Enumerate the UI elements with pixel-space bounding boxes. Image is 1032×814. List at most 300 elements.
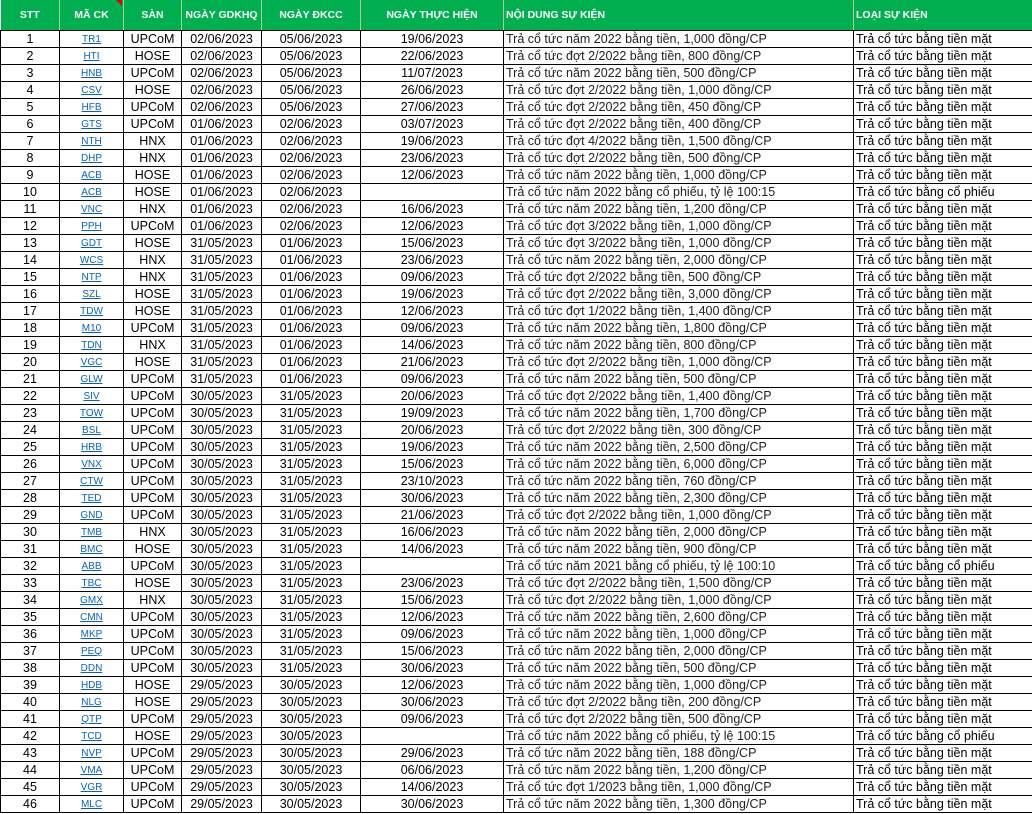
ticker-cell[interactable] [60, 116, 124, 133]
record-date-cell[interactable]: 31/05/2023 [262, 422, 361, 439]
table-row[interactable] [1, 779, 1032, 796]
exchange-cell[interactable]: HNX [124, 592, 182, 609]
ex-date-cell[interactable]: 31/05/2023 [182, 320, 262, 337]
payment-date-cell[interactable]: 19/06/2023 [361, 133, 504, 150]
event-type-cell[interactable]: Trả cổ tức bằng cổ phiếu [854, 184, 1032, 201]
ticker-link[interactable]: MKP [80, 629, 103, 640]
table-row[interactable] [1, 558, 1032, 575]
event-content-cell[interactable]: Trả cổ tức năm 2022 bằng tiền, 900 đồng/CP [504, 541, 854, 558]
record-date-cell[interactable]: 31/05/2023 [262, 558, 361, 575]
table-row[interactable] [1, 575, 1032, 592]
exchange-cell[interactable]: UPCoM [124, 388, 182, 405]
table-row[interactable] [1, 252, 1032, 269]
event-type-cell[interactable]: Trả cổ tức bằng tiền mặt [854, 82, 1032, 99]
ticker-cell[interactable] [60, 779, 124, 796]
table-row[interactable] [1, 439, 1032, 456]
payment-date-cell[interactable]: 16/06/2023 [361, 201, 504, 218]
event-content-cell[interactable]: Trả cổ tức đợt 2/2022 bằng tiền, 800 đồng/CP [504, 48, 854, 65]
exchange-cell[interactable]: UPCoM [124, 626, 182, 643]
table-row[interactable] [1, 388, 1032, 405]
exchange-cell[interactable]: UPCoM [124, 643, 182, 660]
exchange-cell[interactable]: HOSE [124, 286, 182, 303]
event-type-cell[interactable]: Trả cổ tức bằng tiền mặt [854, 48, 1032, 65]
record-date-cell[interactable]: 01/06/2023 [262, 252, 361, 269]
event-type-cell[interactable]: Trả cổ tức bằng tiền mặt [854, 303, 1032, 320]
exchange-cell[interactable]: HNX [124, 133, 182, 150]
ticker-cell[interactable] [60, 388, 124, 405]
ex-date-cell[interactable]: 29/05/2023 [182, 694, 262, 711]
ex-date-cell[interactable]: 30/05/2023 [182, 643, 262, 660]
event-type-cell[interactable]: Trả cổ tức bằng tiền mặt [854, 626, 1032, 643]
exchange-cell[interactable]: UPCoM [124, 779, 182, 796]
event-content-cell[interactable]: Trả cổ tức năm 2022 bằng tiền, 188 đồng/CP [504, 745, 854, 762]
ex-date-cell[interactable]: 29/05/2023 [182, 762, 262, 779]
ex-date-cell[interactable]: 01/06/2023 [182, 201, 262, 218]
header-exchange[interactable]: SÀN [124, 0, 182, 31]
ticker-cell[interactable] [60, 456, 124, 473]
stt-cell[interactable]: 20 [1, 354, 60, 371]
stt-cell[interactable]: 17 [1, 303, 60, 320]
table-row[interactable] [1, 694, 1032, 711]
event-content-cell[interactable]: Trả cổ tức đợt 2/2022 bằng tiền, 400 đồng/CP [504, 116, 854, 133]
table-row[interactable] [1, 456, 1032, 473]
stt-cell[interactable]: 32 [1, 558, 60, 575]
event-content-cell[interactable]: Trả cổ tức năm 2022 bằng tiền, 1,000 đồng/CP [504, 167, 854, 184]
ticker-link[interactable]: CTW [80, 476, 103, 487]
event-type-cell[interactable]: Trả cổ tức bằng tiền mặt [854, 99, 1032, 116]
exchange-cell[interactable]: HOSE [124, 694, 182, 711]
exchange-cell[interactable]: HNX [124, 524, 182, 541]
stt-cell[interactable]: 43 [1, 745, 60, 762]
event-content-cell[interactable]: Trả cổ tức đợt 1/2022 bằng tiền, 1,400 đồng/CP [504, 303, 854, 320]
ticker-cell[interactable] [60, 524, 124, 541]
exchange-cell[interactable]: UPCoM [124, 609, 182, 626]
ex-date-cell[interactable]: 30/05/2023 [182, 558, 262, 575]
ticker-link[interactable]: CSV [81, 85, 102, 96]
event-type-cell[interactable]: Trả cổ tức bằng tiền mặt [854, 541, 1032, 558]
event-type-cell[interactable]: Trả cổ tức bằng tiền mặt [854, 388, 1032, 405]
record-date-cell[interactable]: 02/06/2023 [262, 184, 361, 201]
ticker-link[interactable]: TOW [79, 408, 104, 419]
event-type-cell[interactable]: Trả cổ tức bằng tiền mặt [854, 694, 1032, 711]
table-row[interactable] [1, 269, 1032, 286]
stt-cell[interactable]: 11 [1, 201, 60, 218]
payment-date-cell[interactable]: 11/07/2023 [361, 65, 504, 82]
ex-date-cell[interactable]: 30/05/2023 [182, 609, 262, 626]
payment-date-cell[interactable]: 23/06/2023 [361, 252, 504, 269]
exchange-cell[interactable]: UPCoM [124, 558, 182, 575]
record-date-cell[interactable]: 31/05/2023 [262, 643, 361, 660]
ex-date-cell[interactable]: 29/05/2023 [182, 677, 262, 694]
ex-date-cell[interactable]: 02/06/2023 [182, 31, 262, 48]
event-content-cell[interactable]: Trả cổ tức đợt 2/2022 bằng tiền, 500 đồng/CP [504, 150, 854, 167]
ticker-link[interactable]: PEQ [80, 646, 103, 657]
payment-date-cell[interactable]: 12/06/2023 [361, 218, 504, 235]
record-date-cell[interactable]: 31/05/2023 [262, 439, 361, 456]
event-type-cell[interactable]: Trả cổ tức bằng cổ phiếu [854, 558, 1032, 575]
ex-date-cell[interactable]: 30/05/2023 [182, 524, 262, 541]
stt-cell[interactable]: 19 [1, 337, 60, 354]
stt-cell[interactable]: 3 [1, 65, 60, 82]
payment-date-cell[interactable]: 19/06/2023 [361, 439, 504, 456]
exchange-cell[interactable]: HNX [124, 150, 182, 167]
record-date-cell[interactable]: 30/05/2023 [262, 745, 361, 762]
payment-date-cell[interactable]: 21/06/2023 [361, 354, 504, 371]
ex-date-cell[interactable]: 30/05/2023 [182, 490, 262, 507]
payment-date-cell[interactable]: 09/06/2023 [361, 711, 504, 728]
record-date-cell[interactable]: 31/05/2023 [262, 575, 361, 592]
ticker-link[interactable]: BMC [80, 544, 103, 555]
event-type-cell[interactable]: Trả cổ tức bằng tiền mặt [854, 779, 1032, 796]
ex-date-cell[interactable]: 30/05/2023 [182, 473, 262, 490]
ticker-link[interactable]: PPH [81, 221, 102, 232]
event-type-cell[interactable]: Trả cổ tức bằng tiền mặt [854, 337, 1032, 354]
stt-cell[interactable]: 21 [1, 371, 60, 388]
stt-cell[interactable]: 33 [1, 575, 60, 592]
ex-date-cell[interactable]: 01/06/2023 [182, 167, 262, 184]
exchange-cell[interactable]: UPCoM [124, 796, 182, 813]
exchange-cell[interactable]: UPCoM [124, 405, 182, 422]
exchange-cell[interactable]: UPCoM [124, 762, 182, 779]
stt-cell[interactable]: 42 [1, 728, 60, 745]
event-content-cell[interactable]: Trả cổ tức năm 2022 bằng tiền, 6,000 đồng/CP [504, 456, 854, 473]
ex-date-cell[interactable]: 02/06/2023 [182, 48, 262, 65]
table-row[interactable] [1, 48, 1032, 65]
ticker-link[interactable]: HFB [81, 102, 102, 113]
ex-date-cell[interactable]: 02/06/2023 [182, 82, 262, 99]
exchange-cell[interactable]: UPCoM [124, 99, 182, 116]
ticker-cell[interactable] [60, 184, 124, 201]
ticker-link[interactable]: SZL [82, 289, 101, 300]
ticker-cell[interactable] [60, 711, 124, 728]
record-date-cell[interactable]: 30/05/2023 [262, 694, 361, 711]
ex-date-cell[interactable]: 30/05/2023 [182, 541, 262, 558]
exchange-cell[interactable]: UPCoM [124, 371, 182, 388]
stt-cell[interactable]: 2 [1, 48, 60, 65]
stt-cell[interactable]: 9 [1, 167, 60, 184]
table-row[interactable] [1, 541, 1032, 558]
record-date-cell[interactable]: 31/05/2023 [262, 507, 361, 524]
payment-date-cell[interactable]: 12/06/2023 [361, 609, 504, 626]
table-row[interactable] [1, 235, 1032, 252]
exchange-cell[interactable]: HNX [124, 269, 182, 286]
stt-cell[interactable]: 27 [1, 473, 60, 490]
table-row[interactable] [1, 626, 1032, 643]
ex-date-cell[interactable]: 02/06/2023 [182, 99, 262, 116]
ticker-cell[interactable] [60, 592, 124, 609]
event-type-cell[interactable]: Trả cổ tức bằng tiền mặt [854, 167, 1032, 184]
record-date-cell[interactable]: 02/06/2023 [262, 218, 361, 235]
payment-date-cell[interactable]: 19/06/2023 [361, 31, 504, 48]
event-content-cell[interactable]: Trả cổ tức đợt 2/2022 bằng tiền, 500 đồng/CP [504, 269, 854, 286]
ex-date-cell[interactable]: 01/06/2023 [182, 116, 262, 133]
event-type-cell[interactable]: Trả cổ tức bằng tiền mặt [854, 609, 1032, 626]
ex-date-cell[interactable]: 30/05/2023 [182, 405, 262, 422]
ex-date-cell[interactable]: 31/05/2023 [182, 269, 262, 286]
event-type-cell[interactable]: Trả cổ tức bằng tiền mặt [854, 235, 1032, 252]
ticker-link[interactable]: GND [80, 510, 103, 521]
event-content-cell[interactable]: Trả cổ tức năm 2021 bằng cổ phiếu, tỷ lệ 100:10 [504, 558, 854, 575]
ticker-cell[interactable] [60, 133, 124, 150]
event-type-cell[interactable]: Trả cổ tức bằng tiền mặt [854, 133, 1032, 150]
ticker-link[interactable]: HTI [83, 51, 100, 62]
record-date-cell[interactable]: 05/06/2023 [262, 82, 361, 99]
record-date-cell[interactable]: 31/05/2023 [262, 660, 361, 677]
ex-date-cell[interactable]: 29/05/2023 [182, 728, 262, 745]
stt-cell[interactable]: 39 [1, 677, 60, 694]
stt-cell[interactable]: 35 [1, 609, 60, 626]
payment-date-cell[interactable]: 06/06/2023 [361, 762, 504, 779]
record-date-cell[interactable]: 31/05/2023 [262, 592, 361, 609]
ticker-cell[interactable] [60, 643, 124, 660]
record-date-cell[interactable]: 02/06/2023 [262, 167, 361, 184]
payment-date-cell[interactable]: 12/06/2023 [361, 167, 504, 184]
ticker-link[interactable]: NTH [81, 136, 102, 147]
stt-cell[interactable]: 25 [1, 439, 60, 456]
table-row[interactable] [1, 320, 1032, 337]
record-date-cell[interactable]: 01/06/2023 [262, 320, 361, 337]
record-date-cell[interactable]: 31/05/2023 [262, 626, 361, 643]
payment-date-cell[interactable]: 09/06/2023 [361, 320, 504, 337]
ex-date-cell[interactable]: 29/05/2023 [182, 711, 262, 728]
stt-cell[interactable]: 45 [1, 779, 60, 796]
record-date-cell[interactable]: 05/06/2023 [262, 65, 361, 82]
event-type-cell[interactable]: Trả cổ tức bằng tiền mặt [854, 405, 1032, 422]
stt-cell[interactable]: 36 [1, 626, 60, 643]
ex-date-cell[interactable]: 30/05/2023 [182, 439, 262, 456]
ticker-link[interactable]: TDW [80, 306, 103, 317]
stt-cell[interactable]: 16 [1, 286, 60, 303]
table-row[interactable] [1, 422, 1032, 439]
payment-date-cell[interactable]: 22/06/2023 [361, 48, 504, 65]
header-ticker[interactable]: MÃ CK [60, 0, 124, 31]
ticker-cell[interactable] [60, 320, 124, 337]
event-content-cell[interactable]: Trả cổ tức đợt 3/2022 bằng tiền, 1,000 đồng/CP [504, 218, 854, 235]
ticker-link[interactable]: TBC [81, 578, 102, 589]
table-row[interactable] [1, 31, 1032, 48]
table-row[interactable] [1, 337, 1032, 354]
event-type-cell[interactable]: Trả cổ tức bằng tiền mặt [854, 65, 1032, 82]
ticker-cell[interactable] [60, 82, 124, 99]
event-type-cell[interactable]: Trả cổ tức bằng tiền mặt [854, 286, 1032, 303]
record-date-cell[interactable]: 02/06/2023 [262, 150, 361, 167]
ticker-link[interactable]: GMX [80, 595, 103, 606]
table-row[interactable] [1, 116, 1032, 133]
event-type-cell[interactable]: Trả cổ tức bằng tiền mặt [854, 371, 1032, 388]
record-date-cell[interactable]: 01/06/2023 [262, 286, 361, 303]
event-type-cell[interactable]: Trả cổ tức bằng tiền mặt [854, 473, 1032, 490]
ticker-cell[interactable] [60, 745, 124, 762]
ex-date-cell[interactable]: 30/05/2023 [182, 592, 262, 609]
ticker-cell[interactable] [60, 660, 124, 677]
event-content-cell[interactable]: Trả cổ tức năm 2022 bằng tiền, 500 đồng/CP [504, 65, 854, 82]
exchange-cell[interactable]: UPCoM [124, 116, 182, 133]
record-date-cell[interactable]: 01/06/2023 [262, 337, 361, 354]
ticker-link[interactable]: VNC [80, 204, 103, 215]
payment-date-cell[interactable] [361, 184, 504, 201]
exchange-cell[interactable]: HOSE [124, 677, 182, 694]
event-type-cell[interactable]: Trả cổ tức bằng tiền mặt [854, 456, 1032, 473]
record-date-cell[interactable]: 30/05/2023 [262, 796, 361, 813]
payment-date-cell[interactable] [361, 728, 504, 745]
event-content-cell[interactable]: Trả cổ tức đợt 2/2022 bằng tiền, 1,000 đồng/CP [504, 592, 854, 609]
payment-date-cell[interactable]: 21/06/2023 [361, 507, 504, 524]
event-type-cell[interactable]: Trả cổ tức bằng tiền mặt [854, 116, 1032, 133]
ticker-cell[interactable] [60, 286, 124, 303]
event-type-cell[interactable]: Trả cổ tức bằng tiền mặt [854, 150, 1032, 167]
event-type-cell[interactable]: Trả cổ tức bằng tiền mặt [854, 439, 1032, 456]
record-date-cell[interactable]: 02/06/2023 [262, 116, 361, 133]
exchange-cell[interactable]: HOSE [124, 728, 182, 745]
stt-cell[interactable]: 41 [1, 711, 60, 728]
payment-date-cell[interactable]: 19/09/2023 [361, 405, 504, 422]
event-content-cell[interactable]: Trả cổ tức năm 2022 bằng tiền, 1,000 đồng/CP [504, 31, 854, 48]
event-type-cell[interactable]: Trả cổ tức bằng tiền mặt [854, 643, 1032, 660]
event-content-cell[interactable]: Trả cổ tức năm 2022 bằng tiền, 500 đồng/CP [504, 371, 854, 388]
ex-date-cell[interactable]: 31/05/2023 [182, 371, 262, 388]
stt-cell[interactable]: 13 [1, 235, 60, 252]
event-content-cell[interactable]: Trả cổ tức năm 2022 bằng tiền, 2,000 đồng/CP [504, 252, 854, 269]
table-row[interactable] [1, 303, 1032, 320]
payment-date-cell[interactable]: 15/06/2023 [361, 456, 504, 473]
ticker-link[interactable]: VNX [81, 459, 102, 470]
payment-date-cell[interactable]: 30/06/2023 [361, 796, 504, 813]
record-date-cell[interactable]: 30/05/2023 [262, 728, 361, 745]
ticker-cell[interactable] [60, 235, 124, 252]
event-type-cell[interactable]: Trả cổ tức bằng tiền mặt [854, 422, 1032, 439]
table-row[interactable] [1, 473, 1032, 490]
stt-cell[interactable]: 5 [1, 99, 60, 116]
stt-cell[interactable]: 30 [1, 524, 60, 541]
stt-cell[interactable]: 23 [1, 405, 60, 422]
ticker-cell[interactable] [60, 439, 124, 456]
table-row[interactable] [1, 150, 1032, 167]
ex-date-cell[interactable]: 31/05/2023 [182, 337, 262, 354]
event-type-cell[interactable]: Trả cổ tức bằng tiền mặt [854, 320, 1032, 337]
exchange-cell[interactable]: HOSE [124, 167, 182, 184]
exchange-cell[interactable]: UPCoM [124, 507, 182, 524]
ex-date-cell[interactable]: 02/06/2023 [182, 65, 262, 82]
ticker-link[interactable]: TMB [80, 527, 103, 538]
stt-cell[interactable]: 4 [1, 82, 60, 99]
ticker-link[interactable]: BSL [82, 425, 101, 436]
ex-date-cell[interactable]: 29/05/2023 [182, 779, 262, 796]
table-row[interactable] [1, 184, 1032, 201]
ticker-link[interactable]: TDN [81, 340, 102, 351]
stt-cell[interactable]: 22 [1, 388, 60, 405]
event-content-cell[interactable]: Trả cổ tức đợt 2/2022 bằng tiền, 1,400 đồng/CP [504, 388, 854, 405]
ex-date-cell[interactable]: 30/05/2023 [182, 575, 262, 592]
stt-cell[interactable]: 14 [1, 252, 60, 269]
ex-date-cell[interactable]: 31/05/2023 [182, 235, 262, 252]
ex-date-cell[interactable]: 31/05/2023 [182, 286, 262, 303]
ticker-cell[interactable] [60, 762, 124, 779]
event-content-cell[interactable]: Trả cổ tức năm 2022 bằng tiền, 2,000 đồng/CP [504, 524, 854, 541]
ticker-link[interactable]: ABB [81, 561, 102, 572]
ticker-link[interactable]: VGR [80, 782, 103, 793]
event-content-cell[interactable]: Trả cổ tức đợt 4/2022 bằng tiền, 1,500 đồng/CP [504, 133, 854, 150]
event-type-cell[interactable]: Trả cổ tức bằng tiền mặt [854, 762, 1032, 779]
exchange-cell[interactable]: HOSE [124, 82, 182, 99]
payment-date-cell[interactable]: 09/06/2023 [361, 371, 504, 388]
ticker-cell[interactable] [60, 65, 124, 82]
payment-date-cell[interactable]: 20/06/2023 [361, 388, 504, 405]
ticker-link[interactable]: HNB [80, 68, 103, 79]
event-type-cell[interactable]: Trả cổ tức bằng tiền mặt [854, 660, 1032, 677]
ticker-cell[interactable] [60, 405, 124, 422]
record-date-cell[interactable]: 02/06/2023 [262, 201, 361, 218]
record-date-cell[interactable]: 31/05/2023 [262, 524, 361, 541]
ticker-link[interactable]: TED [81, 493, 102, 504]
exchange-cell[interactable]: UPCoM [124, 439, 182, 456]
event-type-cell[interactable]: Trả cổ tức bằng tiền mặt [854, 490, 1032, 507]
exchange-cell[interactable]: HNX [124, 337, 182, 354]
record-date-cell[interactable]: 05/06/2023 [262, 48, 361, 65]
event-content-cell[interactable]: Trả cổ tức năm 2022 bằng tiền, 1,700 đồng/CP [504, 405, 854, 422]
ticker-link[interactable]: VMA [80, 765, 103, 776]
event-content-cell[interactable]: Trả cổ tức năm 2022 bằng cổ phiếu, tỷ lệ 100:15 [504, 728, 854, 745]
ticker-link[interactable]: MLC [80, 799, 103, 810]
stt-cell[interactable]: 34 [1, 592, 60, 609]
ticker-cell[interactable] [60, 337, 124, 354]
table-row[interactable] [1, 490, 1032, 507]
ticker-cell[interactable] [60, 728, 124, 745]
event-type-cell[interactable]: Trả cổ tức bằng tiền mặt [854, 575, 1032, 592]
table-row[interactable] [1, 677, 1032, 694]
ticker-cell[interactable] [60, 48, 124, 65]
payment-date-cell[interactable]: 12/06/2023 [361, 303, 504, 320]
ticker-cell[interactable] [60, 422, 124, 439]
event-content-cell[interactable]: Trả cổ tức đợt 1/2023 bằng tiền, 1,000 đồng/CP [504, 779, 854, 796]
ticker-link[interactable]: NTP [81, 272, 102, 283]
payment-date-cell[interactable]: 29/06/2023 [361, 745, 504, 762]
record-date-cell[interactable]: 31/05/2023 [262, 456, 361, 473]
event-content-cell[interactable]: Trả cổ tức đợt 2/2022 bằng tiền, 1,500 đồng/CP [504, 575, 854, 592]
payment-date-cell[interactable]: 15/06/2023 [361, 235, 504, 252]
event-content-cell[interactable]: Trả cổ tức đợt 3/2022 bằng tiền, 1,000 đồng/CP [504, 235, 854, 252]
table-row[interactable] [1, 201, 1032, 218]
ticker-cell[interactable] [60, 609, 124, 626]
ticker-link[interactable]: QTP [81, 714, 102, 725]
event-content-cell[interactable]: Trả cổ tức đợt 2/2022 bằng tiền, 300 đồng/CP [504, 422, 854, 439]
stt-cell[interactable]: 28 [1, 490, 60, 507]
event-content-cell[interactable]: Trả cổ tức đợt 2/2022 bằng tiền, 450 đồng/CP [504, 99, 854, 116]
exchange-cell[interactable]: UPCoM [124, 745, 182, 762]
stt-cell[interactable]: 38 [1, 660, 60, 677]
table-row[interactable] [1, 286, 1032, 303]
payment-date-cell[interactable]: 14/06/2023 [361, 337, 504, 354]
record-date-cell[interactable]: 31/05/2023 [262, 405, 361, 422]
table-row[interactable] [1, 371, 1032, 388]
exchange-cell[interactable]: UPCoM [124, 456, 182, 473]
event-type-cell[interactable]: Trả cổ tức bằng tiền mặt [854, 524, 1032, 541]
ticker-link[interactable]: TR1 [82, 34, 101, 45]
ticker-cell[interactable] [60, 677, 124, 694]
exchange-cell[interactable]: HOSE [124, 575, 182, 592]
exchange-cell[interactable]: UPCoM [124, 473, 182, 490]
exchange-cell[interactable]: HOSE [124, 303, 182, 320]
record-date-cell[interactable]: 31/05/2023 [262, 388, 361, 405]
table-row[interactable] [1, 507, 1032, 524]
table-row[interactable] [1, 660, 1032, 677]
event-type-cell[interactable]: Trả cổ tức bằng tiền mặt [854, 31, 1032, 48]
ticker-cell[interactable] [60, 269, 124, 286]
event-content-cell[interactable]: Trả cổ tức năm 2022 bằng tiền, 1,300 đồng/CP [504, 796, 854, 813]
ticker-cell[interactable] [60, 694, 124, 711]
payment-date-cell[interactable]: 09/06/2023 [361, 626, 504, 643]
table-row[interactable] [1, 592, 1032, 609]
exchange-cell[interactable]: UPCoM [124, 218, 182, 235]
